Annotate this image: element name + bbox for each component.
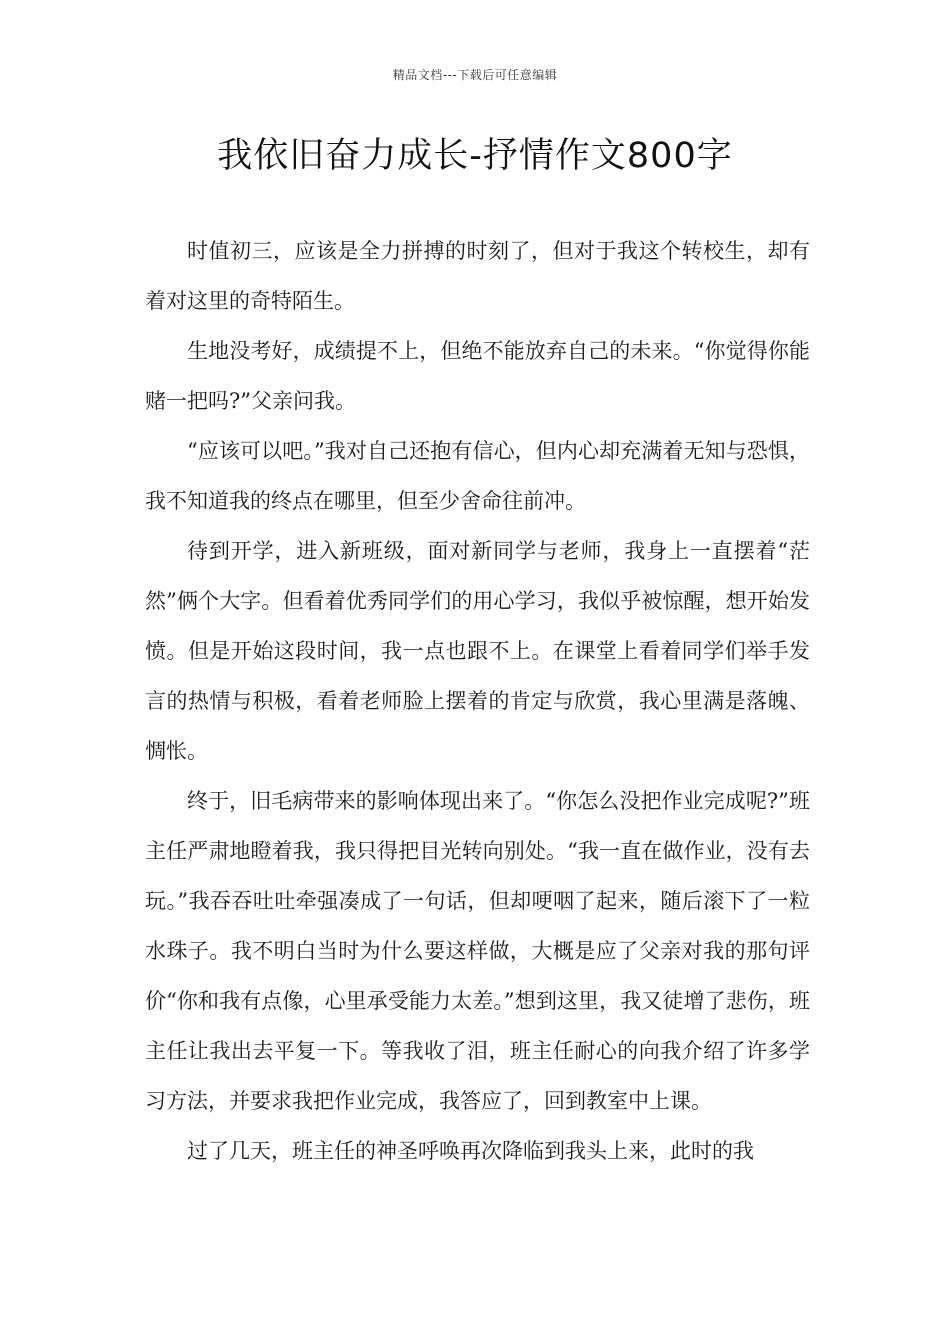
page-header: 精品文档---下载后可任意编辑 — [392, 68, 558, 82]
document-body — [145, 226, 810, 1176]
paragraph: 待到开学，进入新班级，面对新同学与老师，我身上一直摆着“茫然”俩个大字。但看着优秀同学们的用心学习，我似乎被惊醒，想开始发愤。但是开始这段时间，我一点也跟不上。在课堂上看着同学们举手发言的热情与积极，看着老师脸上摆着的肯定与欣赏，我心里满是落魄、惆怅。 — [145, 539, 810, 763]
paragraph: 终于，旧毛病带来的影响体现出来了。“你怎么没把作业完成呢?”班主任严肃地瞪着我，我只得把目光转向别处。“我一直在做作业，没有去玩。”我吞吞吐吐牵强凑成了一句话，但却哽咽了起来，随后滚下了一粒水珠子。我不明白当时为什么要这样做，大概是应了父亲对我的那句评价“你和我有点像，心里承受能力太差。”想到这里，我又徒增了悲伤，班主任让我出去平复一下。等我收了泪，班主任耐心的向我介绍了许多学习方法，并要求我把作业完成，我答应了，回到教室中上课。 — [145, 789, 810, 1113]
paragraph: 时值初三，应该是全力拼搏的时刻了，但对于我这个转校生，却有着对这里的奇特陌生。 — [145, 239, 810, 313]
paragraph: 过了几天，班主任的神圣呼唤再次降临到我头上来，此时的我 — [187, 1139, 754, 1163]
document-title: 我依旧奋力成长-抒情作文800字 — [217, 136, 733, 176]
paragraph: 生地没考好，成绩提不上，但绝不能放弃自己的未来。“你觉得你能赌一把吗?”父亲问我。 — [145, 339, 810, 413]
paragraph: “应该可以吧。”我对自己还抱有信心，但内心却充满着无知与恐惧，我不知道我的终点在哪里，但至少舍命往前冲。 — [145, 439, 810, 513]
